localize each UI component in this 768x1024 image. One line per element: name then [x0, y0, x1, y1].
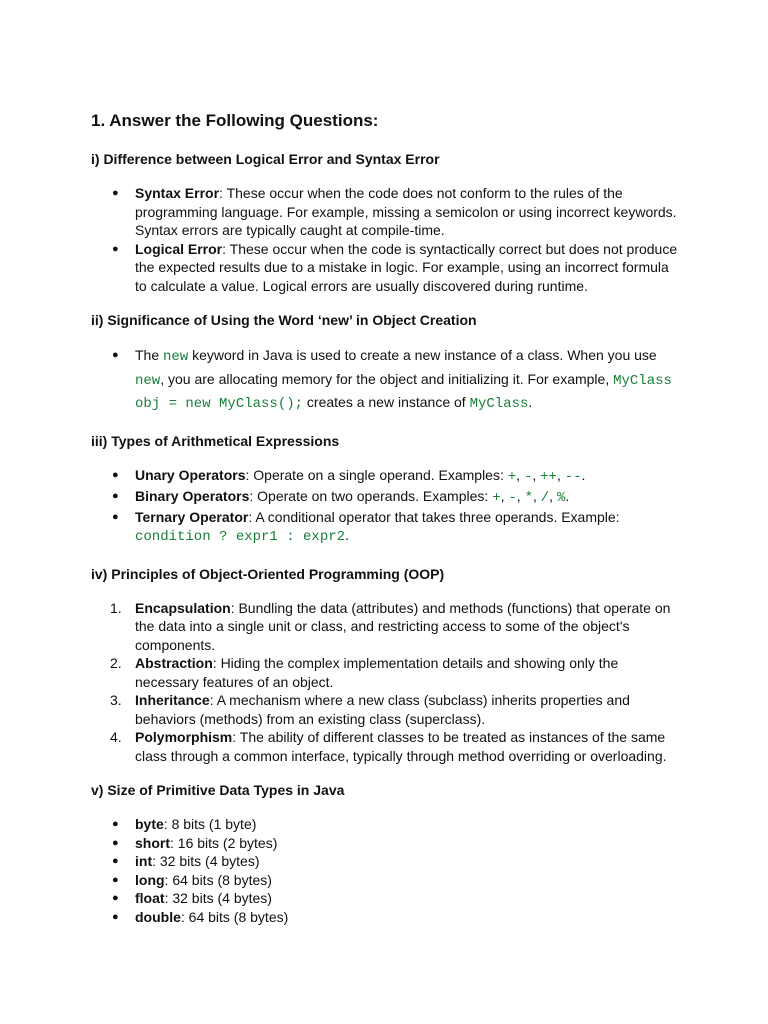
- definition: : 64 bits (8 bytes): [164, 871, 272, 888]
- item-number: 3.: [110, 692, 122, 708]
- term: Unary Operators: [135, 466, 246, 483]
- definition: : These occur when the code does not conform to the rules of the programming language. For example, missing a semicolon or using incorrect keywords. Syntax errors are typically caught at compile-time.: [135, 185, 677, 238]
- definition: : 32 bits (4 bytes): [152, 853, 260, 869]
- term: long: [135, 871, 165, 888]
- item-number: 4.: [110, 729, 122, 745]
- definition: : 8 bits (1 byte): [163, 816, 257, 832]
- definition: : 16 bits (2 bytes): [170, 834, 278, 851]
- text-run: , you are allocating memory for the object and initializing it. For example,: [160, 370, 614, 387]
- text-run: .: [528, 394, 533, 410]
- separator: ,: [532, 487, 541, 504]
- section-4-list: [91, 599, 680, 766]
- code-new: new: [163, 349, 189, 365]
- list-item: [110, 728, 680, 765]
- page-title: 1. Answer the Following Questions:: [91, 111, 379, 130]
- list-item: [135, 871, 680, 890]
- definition: : A mechanism where a new class (subclass) inherits properties and behaviors (methods) from an existing class (superclass).: [135, 692, 630, 727]
- list-item: [135, 240, 680, 296]
- text-run: keyword in Java is used to create a new instance of a class. When you use: [188, 347, 657, 363]
- term: byte: [135, 816, 164, 832]
- list-item: [135, 908, 680, 927]
- section-heading-1: i) Difference between Logical Error and Syntax Error: [91, 151, 440, 167]
- term: Ternary Operator: [135, 508, 249, 525]
- list-item: [110, 691, 680, 728]
- section-heading-4: iv) Principles of Object-Oriented Programming (OOP): [91, 565, 445, 582]
- operator: --: [564, 468, 582, 485]
- list-item: [110, 599, 680, 655]
- separator: ,: [556, 466, 565, 483]
- section-1-list: [91, 184, 680, 295]
- term: int: [135, 853, 153, 869]
- definition: : Operate on a single operand. Examples:: [245, 466, 508, 483]
- text-run: The: [135, 347, 164, 363]
- separator: ,: [516, 487, 525, 504]
- separator: ,: [532, 466, 541, 483]
- definition: : A conditional operator that takes three operands. Example:: [248, 508, 620, 525]
- operator: -: [508, 489, 517, 506]
- definition: : These occur when the code is syntactically correct but does not produce the expected results due to a mistake in logic. For example, using an incorrect formula to calculate a value. Logical errors are usually discovered during runtime.: [135, 240, 678, 294]
- definition: : Operate on two operands. Examples:: [249, 487, 493, 504]
- list-item: [135, 345, 680, 416]
- period: .: [345, 527, 349, 543]
- term: Logical Error: [135, 240, 223, 257]
- period: .: [581, 466, 586, 483]
- term: double: [135, 908, 181, 925]
- operator: ++: [540, 468, 557, 485]
- list-item: [135, 815, 680, 834]
- separator: ,: [549, 487, 557, 504]
- list-item: [135, 834, 680, 853]
- list-item: [110, 654, 680, 691]
- section-3-list: [91, 466, 680, 549]
- operator: -: [523, 468, 533, 485]
- separator: ,: [516, 466, 524, 483]
- term: short: [135, 834, 170, 851]
- code-ternary: condition ? expr1 : expr2: [135, 529, 346, 545]
- separator: ,: [500, 487, 509, 504]
- term: Encapsulation: [135, 599, 231, 616]
- code-classname: MyClass: [469, 396, 529, 412]
- list-item: [135, 466, 680, 487]
- term: Binary Operators: [135, 487, 250, 504]
- section-heading-2: ii) Significance of Using the Word ‘new’ in Object Creation: [91, 312, 477, 328]
- text-run: creates a new instance of: [303, 394, 470, 410]
- operator: +: [492, 489, 501, 506]
- operator: *: [524, 489, 533, 506]
- list-item: [135, 508, 680, 549]
- code-example: MyClass obj = new MyClass();: [135, 372, 672, 412]
- term: Inheritance: [135, 692, 210, 708]
- list-item: [135, 889, 680, 908]
- definition: : The ability of different classes to be treated as instances of the same class through a common interface, typically through method overriding or overloading.: [135, 729, 667, 764]
- section-heading-3: iii) Types of Arithmetical Expressions: [91, 432, 340, 449]
- item-number: 1.: [110, 599, 122, 616]
- section-5-list: [91, 815, 680, 926]
- period: .: [565, 487, 570, 504]
- definition: : 64 bits (8 bytes): [180, 908, 289, 925]
- list-item: [135, 487, 680, 508]
- term: float: [135, 890, 165, 906]
- term: Syntax Error: [135, 185, 220, 201]
- definition: : Hiding the complex implementation details and showing only the necessary features of an object.: [135, 655, 619, 690]
- list-item: [135, 852, 680, 871]
- term: Polymorphism: [135, 729, 233, 745]
- definition: : 32 bits (4 bytes): [164, 890, 272, 906]
- list-item: [135, 184, 680, 240]
- section-heading-5: v) Size of Primitive Data Types in Java: [91, 782, 345, 798]
- item-number: 2.: [110, 655, 122, 671]
- operator: %: [556, 489, 566, 506]
- section-2-list: [91, 345, 680, 416]
- operator: /: [540, 489, 550, 506]
- definition: : Bundling the data (attributes) and methods (functions) that operate on the data into a single unit or class, and restricting access to some of the object's components.: [135, 599, 671, 653]
- operator: +: [507, 468, 517, 485]
- code-new: new: [135, 372, 161, 389]
- term: Abstraction: [135, 655, 213, 671]
